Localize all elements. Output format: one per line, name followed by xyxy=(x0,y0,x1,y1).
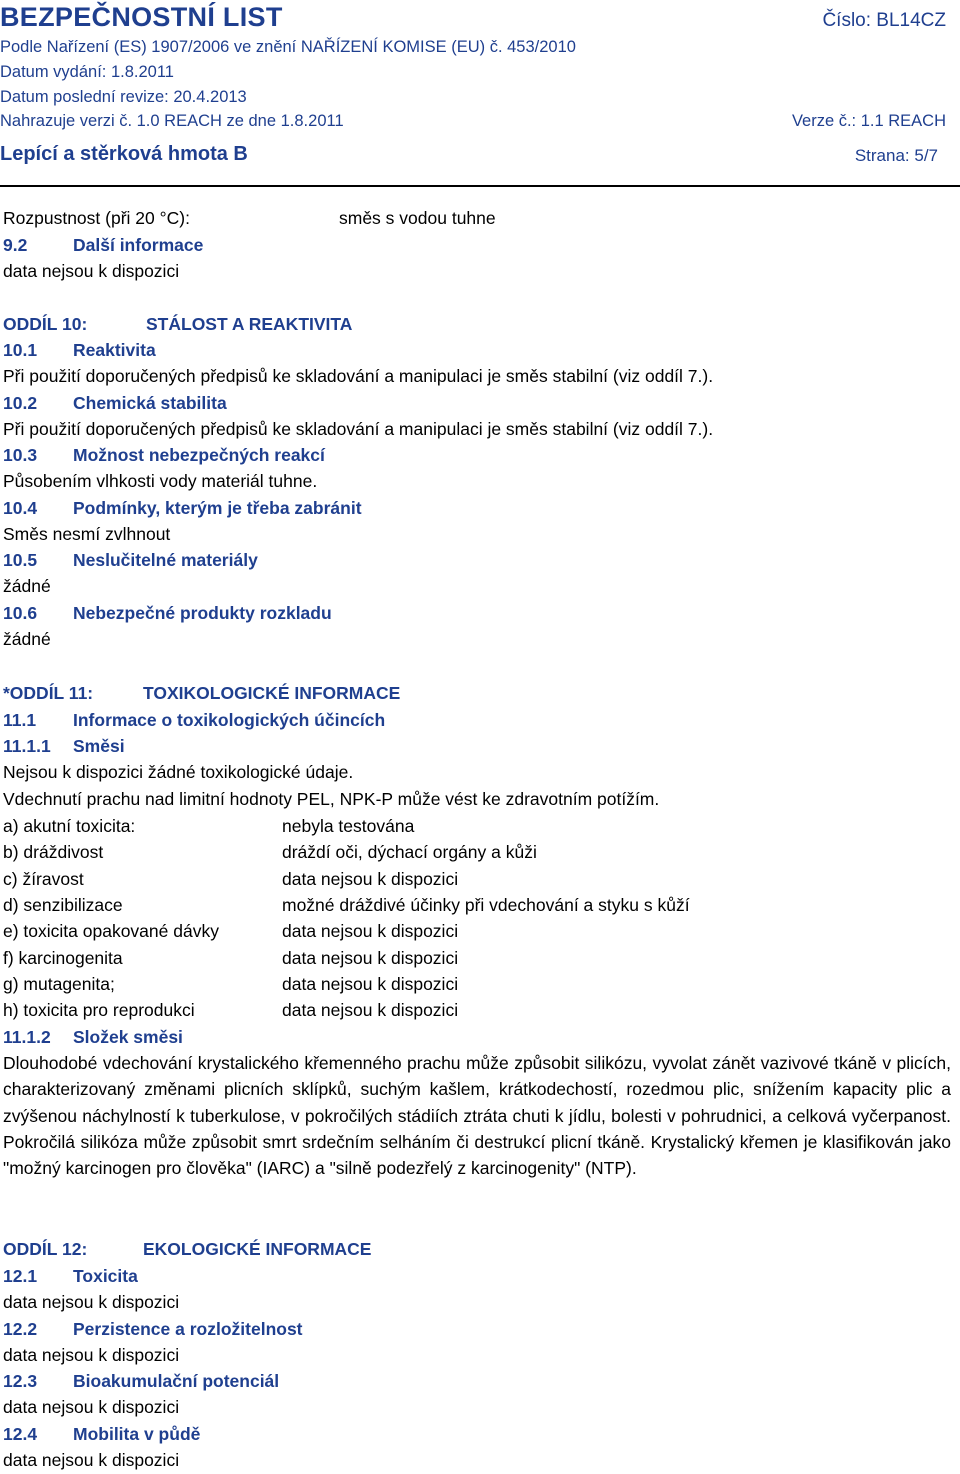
issue-date: Datum vydání: 1.8.2011 xyxy=(0,63,174,81)
subsection-text: data nejsou k dispozici xyxy=(3,1292,180,1312)
subsection-heading xyxy=(3,339,156,361)
subsection-title: Podmínky, kterým je třeba zabránit xyxy=(73,497,362,518)
subsection-text: data nejsou k dispozici xyxy=(3,261,180,281)
section-heading-10: ODDÍL 10: STÁLOST A REAKTIVITA xyxy=(3,314,353,334)
components-paragraph: Dlouhodobé vdechování krystalického křemenného prachu může způsobit silikózu, vyvolat zánět vazivové tkáně v plicích, charakterizovaný změnami plicních sklípků, suchým kašlem, krátkodechostí, rozedmou plic, snížením kapacity plic a zvýšenou náchylností k tuberkulose, v pokročilých stádiích ztráta chuti k jídlu, bolesti v pohrudnici, a celková vyčerpanost. Pokročilá silikóza může způsobit smrt srdečním selháním či destrukcí plicní tkáně. Krystalický křemen je klasifikován jako "možný karcinogen pro člověka" (IARC) a "silně podezřelý z karcinogenity" (NTP). xyxy=(3,1053,951,1179)
subsection-number: 10.3 xyxy=(3,445,38,465)
subsection-heading xyxy=(3,549,258,571)
header-divider xyxy=(0,185,960,187)
subsection-heading xyxy=(3,497,362,519)
effect-value: nebyla testována xyxy=(282,816,415,836)
effect-label: c) žíravost xyxy=(3,868,84,889)
effect-value: data nejsou k dispozici xyxy=(282,947,459,968)
page-number: Strana: 5/7 xyxy=(854,146,938,165)
solubility-label: Rozpustnost (při 20 °C): xyxy=(3,208,190,228)
toxicology-note: Nejsou k dispozici žádné toxikologické údaje. xyxy=(3,762,354,782)
effect-label: h) toxicita pro reprodukci xyxy=(3,1000,195,1021)
regulation-line: Podle Nařízení (ES) 1907/2006 ve znění NAŘÍZENÍ KOMISE (EU) č. 453/2010 xyxy=(0,38,576,56)
subsection-text: Směs nesmí zvlhnout xyxy=(3,523,171,544)
subsection-heading xyxy=(3,602,332,624)
subsection-number: 10.2 xyxy=(3,392,38,413)
effect-label: d) senzibilizace xyxy=(3,894,123,915)
subsection-text: Při použití doporučených předpisů ke skladování a manipulaci je směs stabilní (viz oddíl 7.). xyxy=(3,418,714,439)
effect-value: dráždí oči, dýchací orgány a kůži xyxy=(282,842,537,863)
effect-label: b) dráždivost xyxy=(3,842,104,863)
solubility-value: směs s vodou tuhne xyxy=(339,208,496,228)
effect-label: f) karcinogenita xyxy=(3,947,123,968)
subsection-heading xyxy=(3,444,325,466)
document-title: BEZPEČNOSTNÍ LIST xyxy=(0,2,283,32)
subsection-text: data nejsou k dispozici xyxy=(3,1344,180,1365)
effect-value: data nejsou k dispozici xyxy=(282,1000,459,1021)
section-heading-11: *ODDÍL 11: TOXIKOLOGICKÉ INFORMACE xyxy=(3,683,401,703)
subsection-title: Perzistence a rozložitelnost xyxy=(73,1318,303,1339)
subsection-title: Bioakumulační potenciál xyxy=(73,1371,280,1391)
subsection-number: 10.4 xyxy=(3,497,38,518)
subsection-title: Nebezpečné produkty rozkladu xyxy=(73,602,332,623)
subsection-number: 10.6 xyxy=(3,602,38,623)
subsection-number: 12.2 xyxy=(3,1318,38,1339)
subsection-title: Toxicita xyxy=(73,1266,138,1286)
effect-value: data nejsou k dispozici xyxy=(282,921,459,942)
subsection-heading xyxy=(3,1318,303,1340)
subsection-title: Mobilita v půdě xyxy=(73,1423,201,1444)
subsection-number: 10.5 xyxy=(3,550,38,570)
section-heading-12: ODDÍL 12: EKOLOGICKÉ INFORMACE xyxy=(3,1239,372,1259)
toxicology-note: Vdechnutí prachu nad limitní hodnoty PEL, NPK-P může vést ke zdravotním potížím. xyxy=(3,789,660,809)
subsection-number: 12.3 xyxy=(3,1371,38,1391)
subsection-text: data nejsou k dispozici xyxy=(3,1397,180,1417)
subsection-heading: 11.1.1 Směsi xyxy=(3,736,125,756)
subsection-text: data nejsou k dispozici xyxy=(3,1449,180,1470)
subsection-number: 10.1 xyxy=(3,340,38,360)
replaces-version: Nahrazuje verzi č. 1.0 REACH ze dne 1.8.2011 xyxy=(0,112,344,130)
product-name: Lepící a stěrková hmota B xyxy=(0,143,248,165)
subsection-heading xyxy=(3,1370,279,1392)
subsection-heading: 11.1 Informace o toxikologických účincích xyxy=(3,710,386,730)
subsection-number: 12.4 xyxy=(3,1423,38,1444)
subsection-title: Chemická stabilita xyxy=(73,392,227,413)
effect-label: a) akutní toxicita: xyxy=(3,816,136,836)
subsection-text: žádné xyxy=(3,576,51,596)
subsection-title: Reaktivita xyxy=(73,340,156,360)
subsection-heading: 11.1.2 Složek směsi xyxy=(3,1027,183,1047)
effect-label: e) toxicita opakované dávky xyxy=(3,921,219,942)
subsection-heading xyxy=(3,1265,138,1287)
subsection-heading: 9.2 Další informace xyxy=(3,235,204,255)
subsection-number: 12.1 xyxy=(3,1266,38,1286)
effect-value: možné dráždivé účinky při vdechování a styku s kůží xyxy=(282,894,690,915)
version-number: Verze č.: 1.1 REACH xyxy=(791,112,946,130)
subsection-text: Působením vlhkosti vody materiál tuhne. xyxy=(3,471,318,491)
subsection-heading xyxy=(3,392,227,414)
revision-date: Datum poslední revize: 20.4.2013 xyxy=(0,88,247,106)
document-number: Číslo: BL14CZ xyxy=(822,10,946,31)
subsection-text: žádné xyxy=(3,628,51,649)
subsection-title: Možnost nebezpečných reakcí xyxy=(73,445,325,465)
subsection-text: Při použití doporučených předpisů ke skladování a manipulaci je směs stabilní (viz oddíl 7.). xyxy=(3,366,714,386)
effect-value: data nejsou k dispozici xyxy=(282,868,459,889)
effect-label: g) mutagenita; xyxy=(3,973,115,994)
subsection-heading xyxy=(3,1423,200,1445)
subsection-title: Neslučitelné materiály xyxy=(73,550,258,570)
effect-value: data nejsou k dispozici xyxy=(282,973,459,994)
